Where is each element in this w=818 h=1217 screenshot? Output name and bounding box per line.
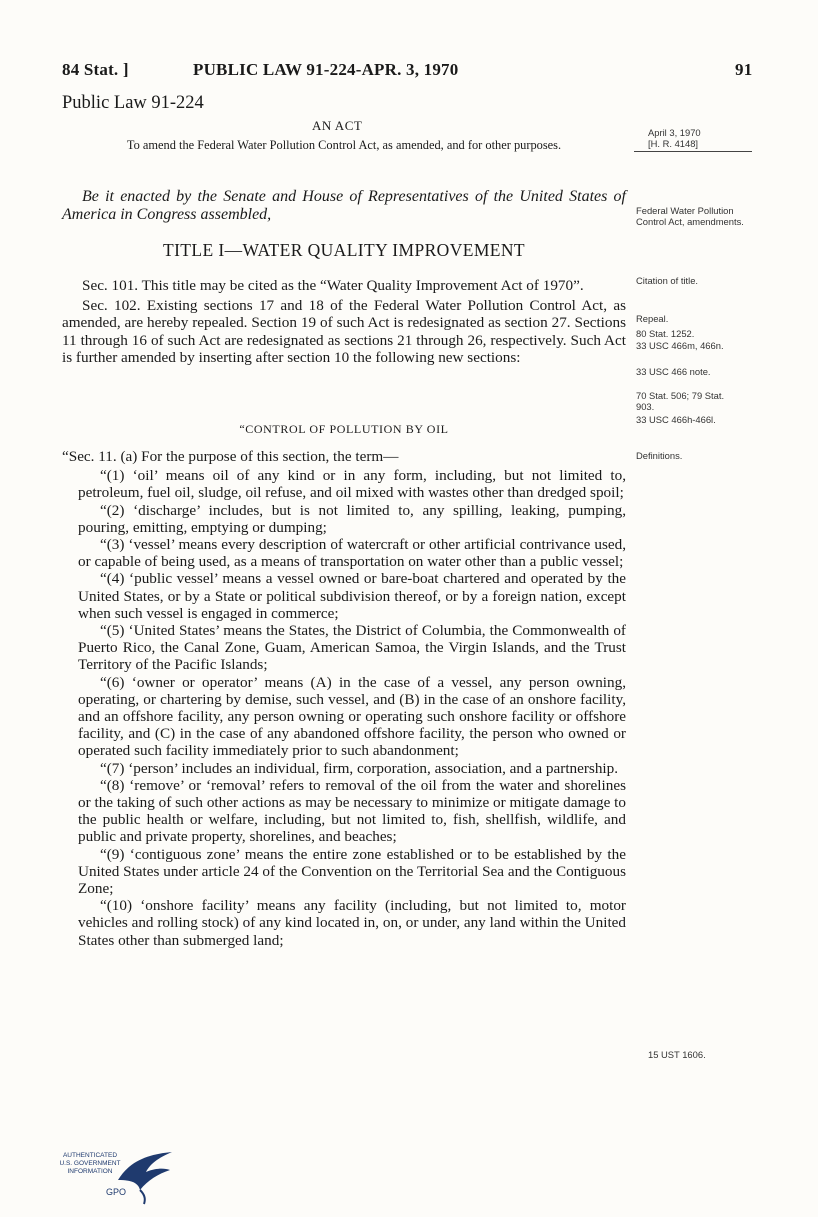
gpo-logo-line3: INFORMATION [67, 1168, 113, 1175]
header-center: PUBLIC LAW 91-224-APR. 3, 1970 [193, 60, 459, 79]
margin-ref-1: 80 Stat. 1252. [636, 328, 695, 339]
definition-7: “(7) ‘person’ includes an individual, firm, corporation, association, and a partnership. [100, 759, 619, 777]
margin-citation: Citation of title. [636, 275, 699, 286]
gpo-authentication-logo [50, 1150, 190, 1210]
section-11-intro: “Sec. 11. (a) For the purpose of this section, the term— [62, 448, 399, 465]
enacting-clause: Be it enacted by the Senate and House of Representatives of the United States of America in Congress assembled, [62, 188, 626, 223]
margin-ref-3: 33 USC 466 note. [636, 366, 711, 377]
margin-repeal: Repeal. [636, 313, 669, 324]
definition-3: “(3) ‘vessel’ means every description of watercraft or other artificial contrivance used, or capable of being used, as a means of transportation on water other than a public vessel; [78, 536, 626, 571]
gpo-mark: GPO [106, 1187, 127, 1197]
title-heading: TITLE I—WATER QUALITY IMPROVEMENT [162, 240, 525, 260]
margin-fwpca: Federal Water Pollution Control Act, amendments. [636, 205, 744, 227]
definition-9: “(9) ‘contiguous zone’ means the entire zone established or to be established by the United States under article 24 of the Convention on the Territorial Sea and the Contiguous Zone; [78, 845, 626, 898]
section-11-block [62, 448, 626, 949]
margin-ref-4: 70 Stat. 506; 79 Stat. 903. [636, 390, 725, 412]
oil-heading: “CONTROL OF POLLUTION BY OIL [239, 422, 449, 436]
margin-ref-2: 33 USC 466m, 466n. [636, 340, 724, 351]
definition-6: “(6) ‘owner or operator’ means (A) in the case of a vessel, any person owning, operating, or chartering by demise, such vessel, and (B) in the case of an onshore facility, and an offshore facility, any person owning or operating such onshore facility or offshore facility, and (C) in the case of any abandoned offshore facility, the person who owned or operated such facility immediately prior to such abandonment; [78, 673, 626, 760]
act-label: AN ACT [312, 118, 363, 133]
section-101: Sec. 101. This title may be cited as the “Water Quality Improvement Act of 1970”. [82, 277, 584, 294]
margin-rule [634, 151, 752, 152]
header-page-number: 91 [735, 60, 753, 79]
definition-8: “(8) ‘remove’ or ‘removal’ refers to removal of the oil from the water and shorelines or the taking of such other actions as may be necessary to minimize or mitigate damage to the public health or welfare, including, but not limited to, fish, shellfish, wildlife, and public and private property, shorelines, and beaches; [78, 776, 626, 846]
definition-1: “(1) ‘oil’ means oil of any kind or in any form, including, but not limited to, petroleum, fuel oil, sludge, oil refuse, and oil mixed with wastes other than dredged spoil; [78, 467, 626, 502]
act-purpose: To amend the Federal Water Pollution Control Act, as amended, and for other purposes. [126, 138, 562, 152]
law-title: Public Law 91-224 [62, 93, 204, 113]
definition-2: “(2) ‘discharge’ includes, but is not limited to, any spilling, leaking, pumping, pouring, emitting, emptying or dumping; [78, 501, 626, 536]
definition-4: “(4) ‘public vessel’ means a vessel owned or bare-boat chartered and operated by the United States, or by a State or political subdivision thereof, or by a foreign nation, except when such vessel is engaged in commerce; [78, 570, 626, 622]
margin-bill: [H. R. 4148] [648, 138, 699, 149]
section-102: Sec. 102. Existing sections 17 and 18 of the Federal Water Pollution Control Act, as amended, are hereby repealed. Section 19 of such Act is redesignated as section 27. Sections 11 through 16 of such Act are redesignated as sections 21 through 26, respectively. Such Act is further amended by inserting after section 10 the following new sections: [62, 297, 626, 366]
sections-block [62, 277, 626, 366]
gpo-logo-line2: U.S. GOVERNMENT [59, 1160, 121, 1167]
definition-5: “(5) ‘United States’ means the States, the District of Columbia, the Commonwealth of Puerto Rico, the Canal Zone, Guam, American Samoa, the Virgin Islands, and the Trust Territory of the Pacific Islands; [78, 622, 626, 674]
bleed-through-text [175, 110, 735, 127]
header-left: 84 Stat. ] [62, 60, 129, 79]
gpo-logo-line1: AUTHENTICATED [62, 1152, 118, 1159]
margin-date: April 3, 1970 [648, 127, 701, 138]
definition-10: “(10) ‘onshore facility’ means any facility (including, but not limited to, motor vehicles and rolling stock) of any kind located in, on, or under, any land within the United States other than submerged land; [78, 897, 626, 949]
margin-ust: 15 UST 1606. [648, 1049, 706, 1060]
margin-ref-5: 33 USC 466h-466l. [636, 414, 716, 425]
margin-definitions: Definitions. [636, 450, 683, 461]
